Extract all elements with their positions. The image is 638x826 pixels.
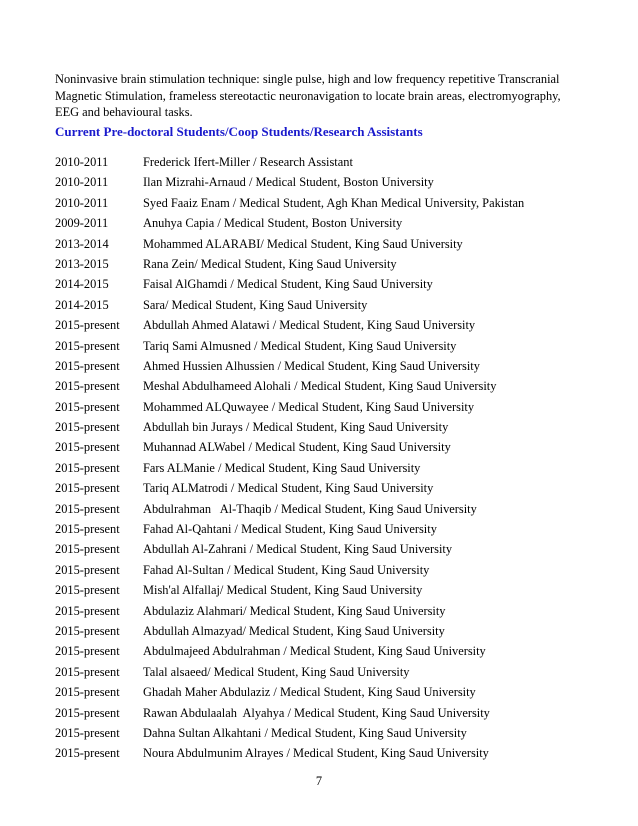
entry-description: Fars ALManie / Medical Student, King Saud University [143,460,421,475]
list-item [55,152,595,172]
entry-years: 2010-2011 [55,155,109,169]
list-item [55,641,595,661]
entry-description: Mohammed ALQuwayee / Medical Student, King Saud University [143,399,475,414]
entry-description: Talal alsaeed/ Medical Student, King Saud University [143,664,410,679]
entry-description: Mish'al Alfallaj/ Medical Student, King Saud University [143,583,423,598]
entry-years: 2015-present [55,318,120,333]
entry-years: 2015-present [55,623,120,638]
entry-description: Abdulrahman Al-Thaqib / Medical Student, King Saud University [143,501,477,516]
entry-description: Abdullah Ahmed Alatawi / Medical Student, King Saud University [143,318,476,333]
intro-line: Noninvasive brain stimulation technique: single pulse, high and low frequency repetitive Transcranial [55,72,560,86]
list-item [55,172,595,192]
entry-years: 2015-present [55,379,120,394]
list-item [55,499,595,519]
entry-description: Rawan Abdulaalah Alyahya / Medical Student, King Saud University [143,705,490,720]
list-item [55,254,595,274]
list-item [55,560,595,580]
entry-years: 2010-2011 [55,175,109,190]
list-item [55,234,595,254]
entry-description: Anuhya Capia / Medical Student, Boston University [143,216,403,231]
list-item [55,336,595,356]
entry-description: Muhannad ALWabel / Medical Student, King Saud University [143,440,451,455]
list-item [55,621,595,641]
list-item [55,295,595,315]
entry-years: 2015-present [55,460,120,475]
entry-description: Sara/ Medical Student, King Saud University [143,297,368,312]
list-item [55,601,595,621]
list-item [55,539,595,559]
entry-years: 2014-2015 [55,297,109,312]
entry-description: Tariq Sami Almusned / Medical Student, King Saud University [143,338,457,353]
entry-description: Dahna Sultan Alkahtani / Medical Student, King Saud University [143,725,467,740]
entry-description: Tariq ALMatrodi / Medical Student, King Saud University [143,481,434,496]
list-item [55,397,595,417]
entry-description: Abdullah bin Jurays / Medical Student, King Saud University [143,420,449,435]
list-item [55,315,595,335]
list-item [55,213,595,233]
entry-description: Abdulmajeed Abdulrahman / Medical Student, King Saud University [143,644,486,659]
student-list [55,152,595,764]
entry-years: 2015-present [55,522,120,537]
entry-years: 2013-2015 [55,256,109,271]
entry-years: 2015-present [55,725,120,740]
entry-years: 2015-present [55,644,120,659]
list-item [55,743,595,763]
entry-years: 2015-present [55,705,120,720]
entry-description: Rana Zein/ Medical Student, King Saud University [143,256,397,271]
entry-description: Abdullah Almazyad/ Medical Student, King Saud University [143,623,445,638]
list-item [55,376,595,396]
entry-description: Mohammed ALARABI/ Medical Student, King Saud University [143,236,463,251]
list-item [55,458,595,478]
entry-years: 2015-present [55,746,120,761]
entry-description: Meshal Abdulhameed Alohali / Medical Student, King Saud University [143,379,497,394]
entry-years: 2015-present [55,358,120,373]
entry-description: Noura Abdulmunim Alrayes / Medical Student, King Saud University [143,746,489,761]
entry-description: Fahad Al-Sultan / Medical Student, King Saud University [143,562,430,577]
entry-years: 2015-present [55,481,120,496]
list-item [55,274,595,294]
entry-description: Syed Faaiz Enam / Medical Student, Agh Khan Medical University, Pakistan [143,195,525,210]
entry-years: 2015-present [55,338,120,353]
entry-description: Abdullah Al-Zahrani / Medical Student, King Saud University [143,542,453,557]
intro-line: EEG and behavioural tasks. [55,105,193,119]
list-item [55,662,595,682]
entry-description: Fahad Al-Qahtani / Medical Student, King Saud University [143,522,437,537]
entry-years: 2010-2011 [55,195,109,210]
entry-description: Faisal AlGhamdi / Medical Student, King Saud University [143,277,433,292]
intro-paragraph [55,71,575,121]
list-item [55,437,595,457]
entry-description: Ahmed Hussien Alhussien / Medical Student, King Saud University [143,358,480,373]
entry-years: 2015-present [55,664,120,679]
entry-description: Ilan Mizrahi-Arnaud / Medical Student, Boston University [143,175,434,190]
entry-years: 2014-2015 [55,277,109,292]
entry-years: 2015-present [55,501,120,516]
entry-years: 2015-present [55,583,120,598]
entry-years: 2015-present [55,399,120,414]
entry-years: 2015-present [55,440,120,455]
entry-description: Ghadah Maher Abdulaziz / Medical Student, King Saud University [143,685,476,700]
entry-description: Abdulaziz Alahmari/ Medical Student, King Saud University [143,603,446,618]
list-item [55,519,595,539]
entry-years: 2015-present [55,603,120,618]
list-item [55,682,595,702]
page-number: 7 [315,774,323,788]
list-item [55,478,595,498]
list-item [55,580,595,600]
list-item [55,193,595,213]
entry-years: 2009-2011 [55,216,109,231]
list-item [55,356,595,376]
list-item [55,703,595,723]
entry-years: 2015-present [55,685,120,700]
entry-years: 2015-present [55,542,120,557]
list-item [55,723,595,743]
list-item [55,417,595,437]
entry-description: Frederick Ifert-Miller / Research Assistant [143,155,353,169]
entry-years: 2013-2014 [55,236,109,251]
section-heading: Current Pre-doctoral Students/Coop Students/Research Assistants [55,124,423,139]
entry-years: 2015-present [55,420,120,435]
entry-years: 2015-present [55,562,120,577]
intro-line: Magnetic Stimulation, frameless stereotactic neuronavigation to locate brain areas, electromyography, [55,88,561,103]
